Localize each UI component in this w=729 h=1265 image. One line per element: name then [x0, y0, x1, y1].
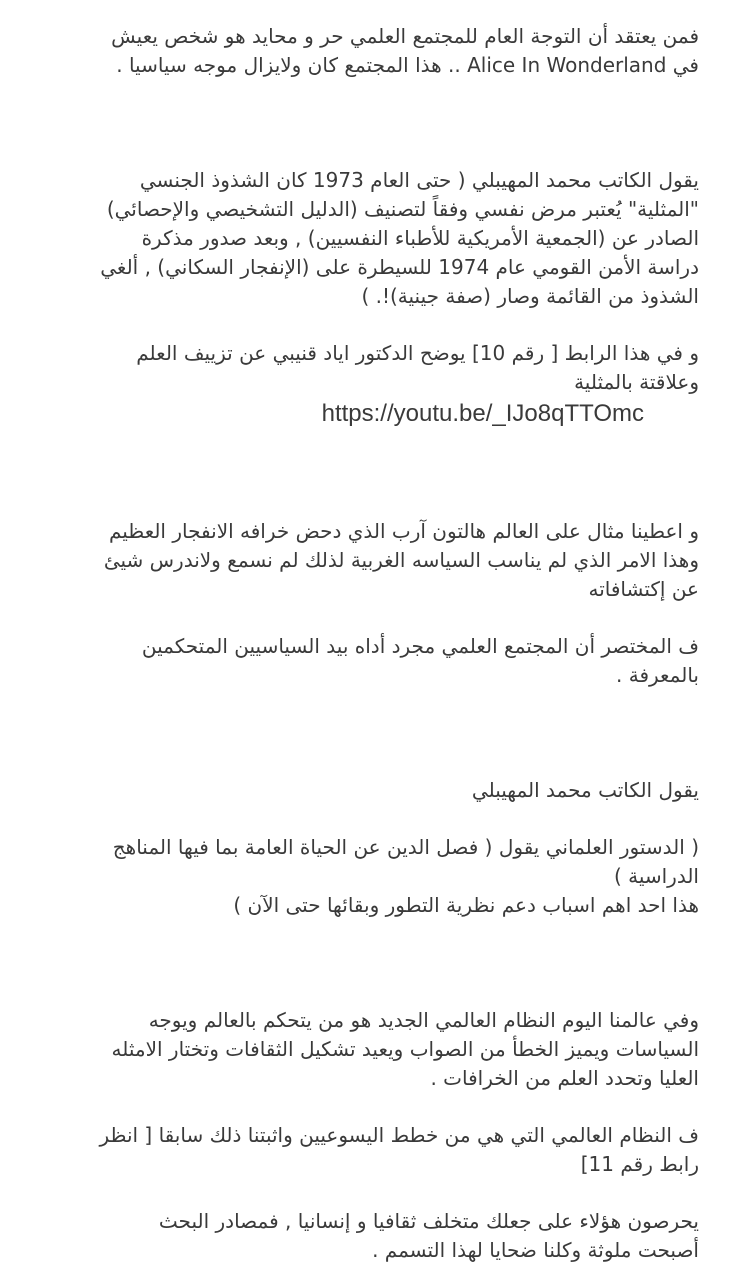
text-line: الصادر عن (الجمعية الأمريكية للأطباء النفسيين) , وبعد صدور مذكرة: [141, 226, 699, 250]
text-line: الشذوذ من القائمة وصار (صفة جينية)!. ): [361, 284, 699, 308]
spacer: [30, 690, 699, 776]
paragraph-quote-homosexuality: [30, 166, 699, 311]
text-line: الدراسية ): [613, 864, 699, 888]
text-line: وعلاقتة بالمثلية: [574, 370, 699, 394]
spacer: [30, 604, 699, 632]
text-line: فمن يعتقد أن التوجة العام للمجتمع العلمي حر و محايد هو شخص يعيش: [111, 24, 699, 48]
paragraph-jesuits: [30, 1121, 699, 1179]
paragraph-constitution: [30, 833, 699, 920]
paragraph-halton-arp: [30, 517, 699, 604]
text-line: أصبحت ملوثة وكلنا ضحايا لهذا التسمم .: [372, 1238, 699, 1262]
text-line: دراسة الأمن القومي عام 1974 للسيطرة على (الإنفجار السكاني) , ألغي: [100, 255, 699, 279]
spacer: [30, 920, 699, 1006]
text-line: هذا احد اهم اسباب دعم نظرية التطور وبقائها حتى الآن ): [233, 893, 699, 917]
youtube-link[interactable]: https://youtu.be/_IJo8qTTOmc: [321, 400, 644, 427]
text-line: ف النظام العالمي التي هي من خطط اليسوعيين واثبتنا ذلك سابقا [ انظر: [99, 1123, 699, 1147]
text-line: السياسات ويميز الخطأ من الصواب ويعيد تشكيل الثقافات وتختار الامثله: [111, 1037, 699, 1061]
paragraph-conclusion: [30, 1207, 699, 1265]
text-line: يقول الكاتب محمد المهيبلي ( حتى العام 1973 كان الشذوذ الجنسي: [139, 168, 699, 192]
text-line: عن إكتشافاته: [588, 577, 699, 601]
text-line: و في هذا الرابط [ رقم 10] يوضح الدكتور اياد قنيبي عن تزييف العلم: [136, 341, 699, 365]
text-line: رابط رقم 11]: [580, 1152, 699, 1176]
text-line: بالمعرفة .: [616, 663, 699, 687]
paragraph-author: [30, 776, 699, 805]
spacer: [30, 805, 699, 833]
paragraph-intro: [30, 22, 699, 80]
text-line: ف المختصر أن المجتمع العلمي مجرد أداه بيد السياسيين المتحكمين: [141, 634, 699, 658]
text-line: وفي عالمنا اليوم النظام العالمي الجديد هو من يتحكم بالعالم ويوجه: [148, 1008, 699, 1032]
spacer: [30, 311, 699, 339]
text-line: يقول الكاتب محمد المهيبلي: [471, 778, 699, 802]
text-line: وهذا الامر الذي لم يناسب السياسه الغربية لذلك لم نسمع ولاندرس شيئ: [103, 548, 699, 572]
text-line: ( الدستور العلماني يقول ( فصل الدين عن الحياة العامة بما فيها المناهج: [112, 835, 699, 859]
spacer: [30, 431, 699, 517]
text-line: و اعطينا مثال على العالم هالتون آرب الذي دحض خرافه الانفجار العظيم: [108, 519, 699, 543]
spacer: [30, 1093, 699, 1121]
spacer: [30, 80, 699, 166]
text-line: العليا وتحدد العلم من الخرافات .: [430, 1066, 699, 1090]
text-line: يحرصون هؤلاء على جعلك متخلف ثقافيا و إنسانيا , فمصادر البحث: [158, 1209, 699, 1233]
text-line: "المثلية" يُعتبر مرض نفسي وفقاً لتصنيف (الدليل التشخيصي والإحصائي): [106, 197, 699, 221]
paragraph-summary: [30, 632, 699, 690]
paragraph-link-10: [30, 339, 699, 431]
text-line: في Alice In Wonderland .. هذا المجتمع كان ولايزال موجه سياسيا .: [116, 53, 699, 77]
spacer: [30, 1179, 699, 1207]
paragraph-world-order: [30, 1006, 699, 1093]
